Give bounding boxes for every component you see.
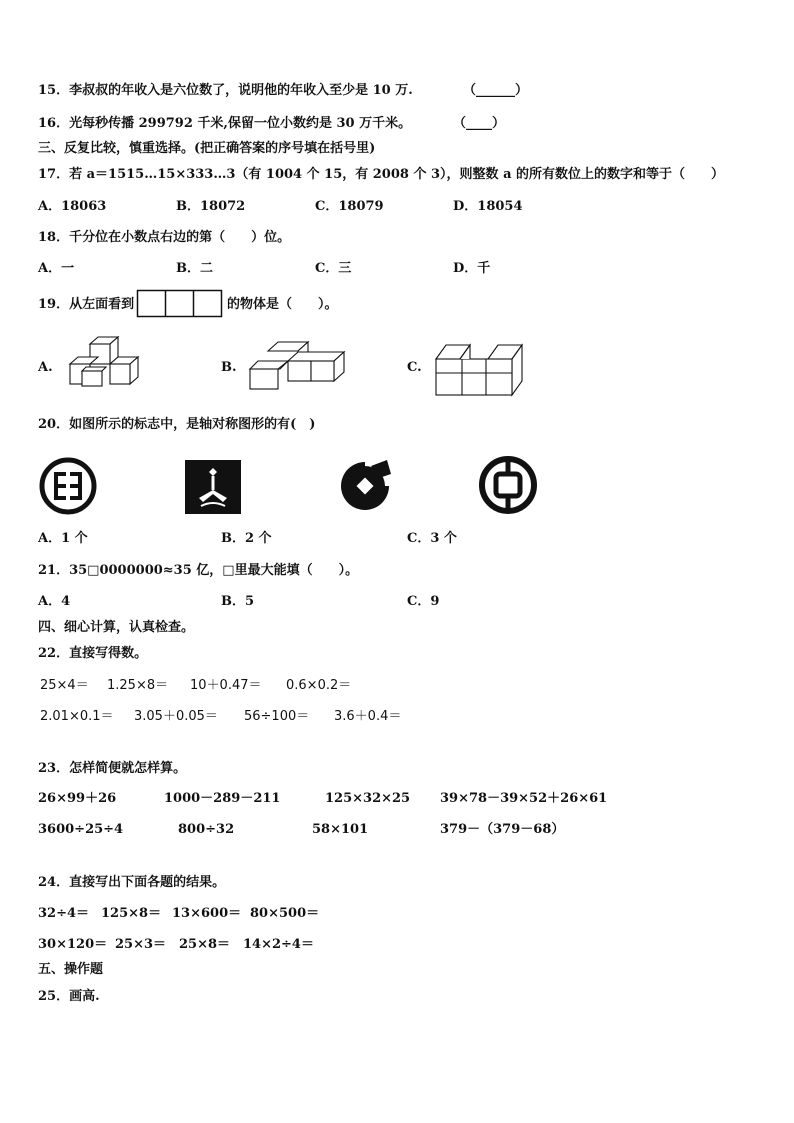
q18-option-c[interactable]: C．三	[315, 261, 352, 276]
q19-option-c-cube-figure	[434, 343, 526, 397]
q22-problem: 1.25×8＝	[107, 678, 169, 693]
q20-option-b[interactable]: B．2 个	[221, 531, 272, 546]
q21-option-c[interactable]: C．9	[407, 594, 440, 609]
boc-logo-icon	[477, 454, 539, 516]
q24-problem: 25×3＝	[115, 937, 167, 952]
q22-problem: 10＋0.47＝	[190, 678, 262, 693]
q22-problem: 3.05＋0.05＝	[134, 709, 218, 724]
q21-option-a[interactable]: A．4	[38, 594, 71, 609]
q24-problem: 125×8＝	[101, 906, 162, 921]
q24-problem: 25×8＝	[179, 937, 231, 952]
q23-problem: 379－（379－68）	[440, 822, 565, 837]
q23-problem: 1000－289－211	[164, 791, 281, 806]
ccb-logo-icon	[335, 456, 395, 516]
q17	[38, 167, 724, 183]
q19-option-b-cube-figure	[248, 340, 348, 392]
q17-option-d[interactable]: D．18054	[453, 199, 523, 214]
q17-option-b[interactable]: B．18072	[176, 199, 246, 214]
q23-problem: 26×99＋26	[38, 791, 117, 806]
q19-left-view-figure	[137, 290, 223, 318]
q24-problem: 80×500＝	[250, 906, 320, 921]
q24-number: 24．	[38, 875, 70, 890]
q19-option-b[interactable]: B.	[221, 360, 237, 375]
q23-problem: 125×32×25	[325, 791, 411, 806]
q23-number: 23．	[38, 761, 70, 776]
q22-problem: 56÷100＝	[244, 709, 310, 724]
q24	[38, 875, 225, 891]
q19-option-a-cube-figure	[64, 336, 148, 386]
q19-text-before: 从左面看到	[69, 297, 135, 312]
q23	[38, 761, 186, 777]
q22-problem: 2.01×0.1＝	[40, 709, 114, 724]
q24-problem: 32÷4＝	[38, 906, 90, 921]
q20-option-c[interactable]: C．3 个	[407, 531, 457, 546]
q16-text: 光每秒传播 299792 千米,保留一位小数约是 30 万千米。	[69, 116, 412, 131]
q16-answer-blank[interactable]: （____）	[453, 116, 506, 131]
q21-option-b[interactable]: B．5	[221, 594, 255, 609]
q19-number: 19．	[38, 297, 70, 312]
q24-problem: 14×2÷4＝	[243, 937, 314, 952]
q23-problem: 3600÷25÷4	[38, 822, 124, 837]
q24-problem: 30×120＝	[38, 937, 108, 952]
q24-text: 直接写出下面各题的结果。	[69, 875, 226, 890]
section-4-heading: 四、细心计算，认真检查。	[38, 620, 195, 635]
q15-answer-blank[interactable]: （______）	[463, 83, 529, 98]
q23-problem: 800÷32	[178, 822, 235, 837]
q23-problem: 39×78－39×52＋26×61	[440, 791, 608, 806]
q20-number: 20．	[38, 417, 70, 432]
q19	[38, 297, 134, 313]
q22-problem: 3.6＋0.4＝	[334, 709, 402, 724]
q22-problem: 0.6×0.2＝	[286, 678, 352, 693]
q15-number: 15．	[38, 83, 70, 98]
q20-option-a[interactable]: A．1 个	[38, 531, 88, 546]
q20	[38, 417, 315, 433]
q25-number: 25．	[38, 989, 70, 1004]
q18-option-a[interactable]: A．一	[38, 261, 75, 276]
q24-problem: 13×600＝	[172, 906, 242, 921]
q18-option-b[interactable]: B．二	[176, 261, 213, 276]
q16-number: 16．	[38, 116, 70, 131]
cmb-logo-icon	[185, 460, 241, 514]
q25-text: 画高.	[69, 989, 100, 1004]
q22-problem: 25×4＝	[40, 678, 89, 693]
q19-option-a[interactable]: A.	[38, 360, 53, 375]
q17-option-a[interactable]: A．18063	[38, 199, 107, 214]
q15	[38, 83, 413, 99]
q19-text-after: 的物体是（ ）。	[227, 297, 338, 312]
q19-option-c[interactable]: C.	[407, 360, 422, 375]
q18-option-d[interactable]: D．千	[453, 261, 491, 276]
q17-text: 若 a＝1515…15×333…3（有 1004 个 15，有 2008 个 3），则整数 a 的所有数位上的数字和等于（ ）	[69, 167, 725, 182]
q18-number: 18．	[38, 230, 70, 245]
q23-problem: 58×101	[312, 822, 369, 837]
q21-text: 35□0000000≈35 亿，□里最大能填（ ）。	[69, 563, 359, 578]
q22-number: 22．	[38, 646, 70, 661]
q21	[38, 563, 358, 579]
q17-number: 17．	[38, 167, 70, 182]
q16	[38, 116, 411, 132]
q20-text: 如图所示的标志中，是轴对称图形的有( )	[69, 417, 316, 432]
section-3-heading: 三、反复比较，慎重选择。(把正确答案的序号填在括号里)	[38, 141, 376, 156]
q25	[38, 989, 100, 1005]
q17-option-c[interactable]: C．18079	[315, 199, 384, 214]
q21-number: 21．	[38, 563, 70, 578]
q15-text: 李叔叔的年收入是六位数了，说明他的年收入至少是 10 万.	[69, 83, 413, 98]
q23-text: 怎样简便就怎样算。	[69, 761, 187, 776]
q18-text: 千分位在小数点右边的第（ ）位。	[69, 230, 291, 245]
q22	[38, 646, 147, 662]
icbc-logo-icon	[38, 456, 98, 516]
section-5-heading: 五、操作题	[38, 962, 104, 977]
q22-text: 直接写得数。	[69, 646, 148, 661]
q18	[38, 230, 290, 246]
